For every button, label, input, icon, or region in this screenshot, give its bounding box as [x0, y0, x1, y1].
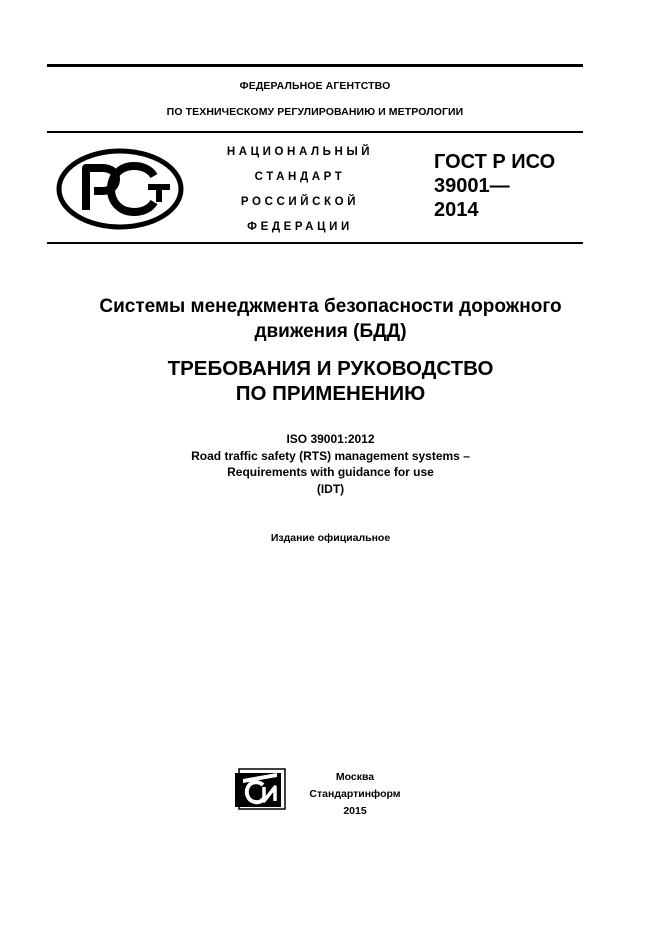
middle-rule: [47, 131, 583, 133]
iso-reference: [40, 431, 621, 497]
bottom-rule: [47, 242, 583, 244]
publication-year: 2015: [343, 805, 367, 817]
title-line2: ПО ПРИМЕНЕНИЮ: [235, 382, 426, 405]
gost-r-certification-mark-icon: [56, 148, 184, 230]
iso-code: ISO 39001:2012: [286, 432, 375, 446]
agency-name-line1: ФЕДЕРАЛЬНОЕ АГЕНТСТВО: [239, 80, 391, 92]
top-rule: [47, 64, 583, 67]
standard-label-line: ФЕДЕРАЦИИ: [247, 221, 353, 233]
national-standard-label: [200, 140, 400, 240]
iso-title-line2: Requirements with guidance for use: [227, 465, 434, 479]
standartinform-logo-icon: [233, 767, 287, 811]
edition-label: Издание официальное: [270, 532, 391, 544]
publisher-name: Стандартинформ: [309, 788, 401, 800]
standard-label-line: НАЦИОНАЛЬНЫЙ: [226, 146, 374, 158]
standard-number-line2: 39001—: [434, 175, 510, 197]
subtitle-line1: Системы менеджмента безопасности дорожного: [99, 296, 562, 317]
standard-number-year: 2014: [434, 199, 479, 221]
publisher-city: Москва: [335, 771, 375, 783]
standard-label-line: СТАНДАРТ: [254, 171, 346, 183]
publisher-block: [300, 769, 410, 820]
iso-title-line1: Road traffic safety (RTS) management systems –: [191, 448, 470, 463]
subtitle-line2: движения (БДД): [254, 321, 407, 342]
standard-number-line1: ГОСТ Р ИСО: [434, 151, 556, 173]
title-line1: ТРЕБОВАНИЯ И РУКОВОДСТВО: [167, 357, 494, 380]
document-title: [40, 356, 621, 406]
standard-number: [434, 150, 584, 222]
standard-label-line: РОССИЙСКОЙ: [240, 196, 360, 208]
iso-equivalence: (IDT): [316, 481, 345, 496]
document-subtitle: [40, 294, 621, 344]
agency-name-line2: ПО ТЕХНИЧЕСКОМУ РЕГУЛИРОВАНИЮ И МЕТРОЛОГИИ: [166, 106, 464, 118]
